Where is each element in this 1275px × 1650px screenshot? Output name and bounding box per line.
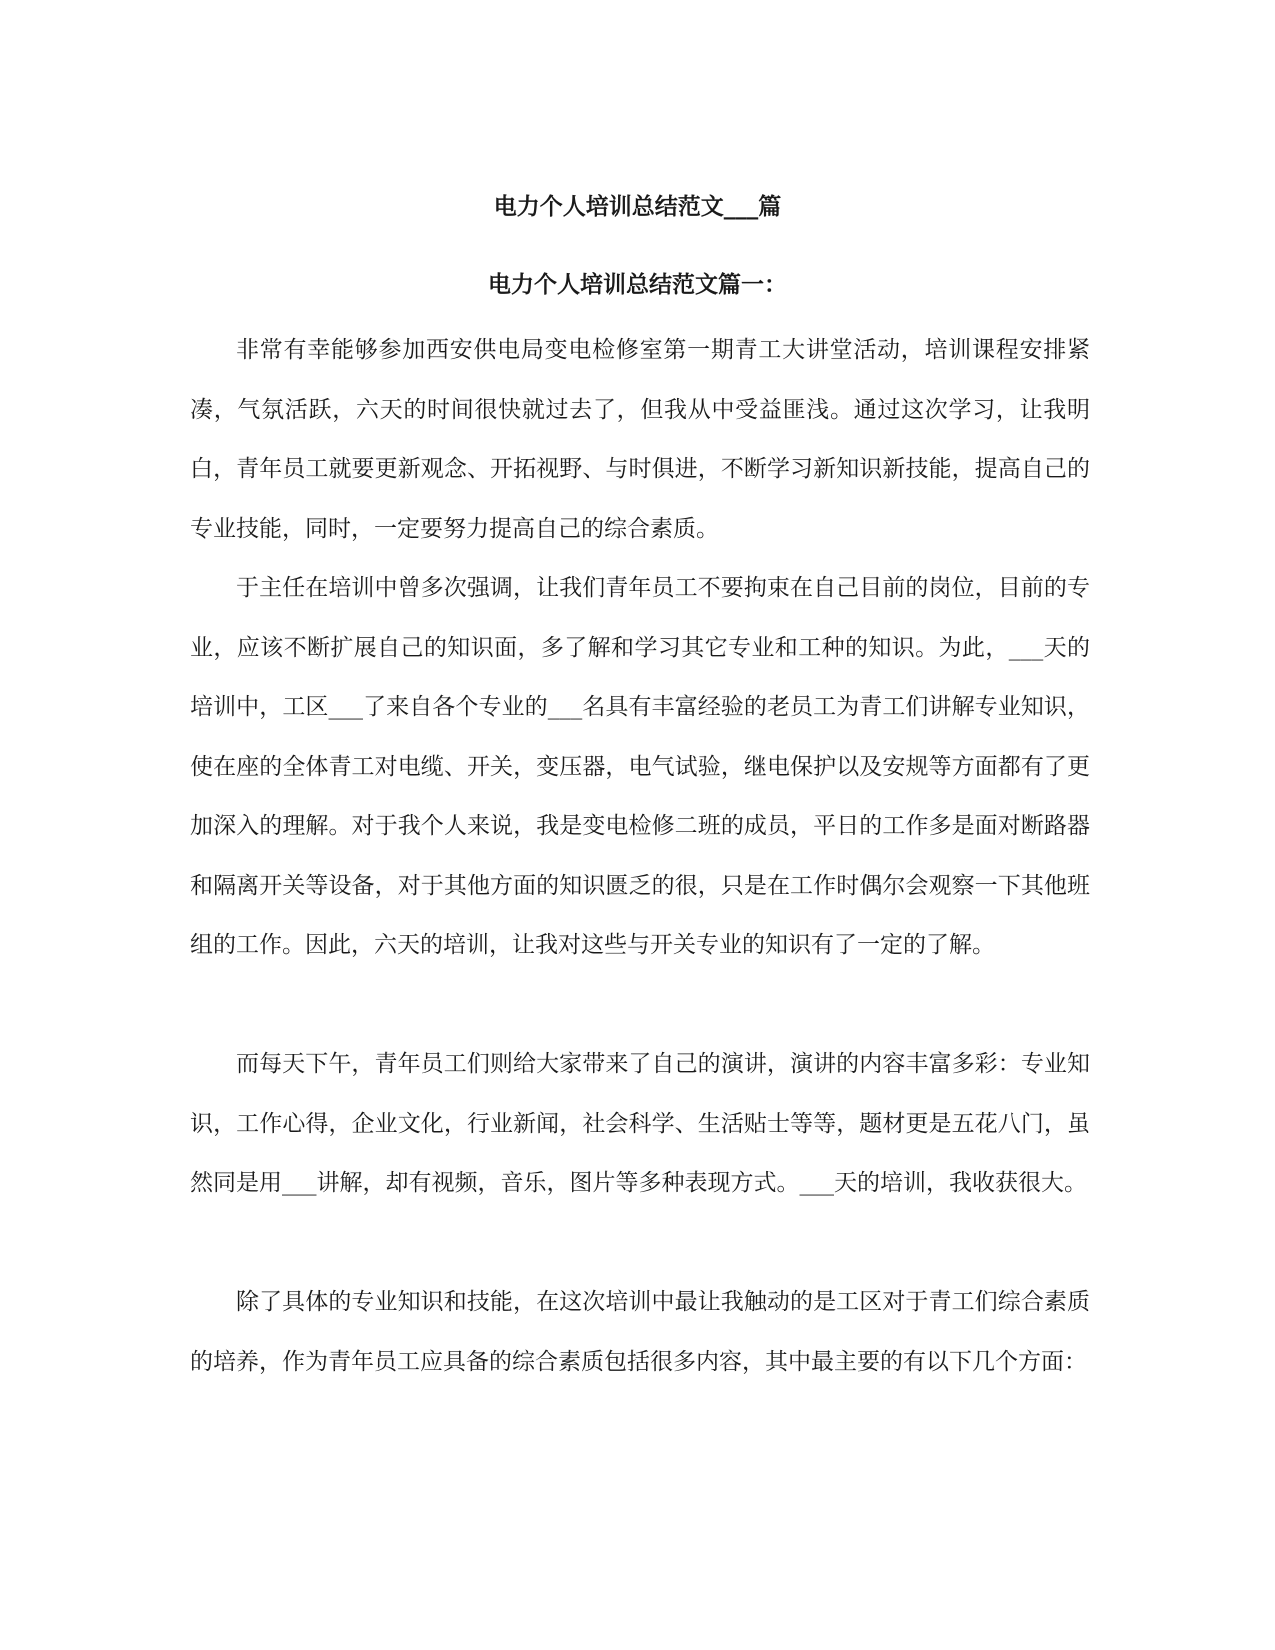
paragraph-4: 除了具体的专业知识和技能，在这次培训中最让我触动的是工区对于青工们综合素质的培养，作为青年员工应具备的综合素质包括很多内容，其中最主要的有以下几个方面： <box>190 1289 1090 1375</box>
paragraph-1: 非常有幸能够参加西安供电局变电检修室第一期青工大讲堂活动，培训课程安排紧凑，气氛活跃，六天的时间很快就过去了，但我从中受益匪浅。通过这次学习，让我明白，青年员工就要更新观念、开拓视野、与时俱进，不断学习新知识新技能，提高自己的专业技能，同时，一定要努力提高自己的综合素质。 <box>190 337 1090 542</box>
paragraph-2: 于主任在培训中曾多次强调，让我们青年员工不要拘束在自己目前的岗位，目前的专业，应该不断扩展自己的知识面，多了解和学习其它专业和工种的知识。为此，___天的培训中，工区___了来自各个专业的___名具有丰富经验的老员工为青工们讲解专业知识，使在座的全体青工对电缆、开关，变压器，电气试验，继电保护以及安规等方面都有了更加深入的理解。对于我个人来说，我是变电检修二班的成员，平日的工作多是面对断路器和隔离开关等设备，对于其他方面的知识匮乏的很，只是在工作时偶尔会观察一下其他班组的工作。因此，六天的培训，让我对这些与开关专业的知识有了一定的了解。 <box>190 575 1090 958</box>
paragraph-3: 而每天下午，青年员工们则给大家带来了自己的演讲，演讲的内容丰富多彩：专业知识，工作心得，企业文化，行业新闻，社会科学、生活贴士等等，题材更是五花八门，虽然同是用___讲解，却有视频，音乐，图片等多种表现方式。___天的培训，我收获很大。 <box>190 1051 1090 1196</box>
section-title: 电力个人培训总结范文篇一： <box>488 271 787 298</box>
document-title: 电力个人培训总结范文___篇 <box>493 193 782 220</box>
